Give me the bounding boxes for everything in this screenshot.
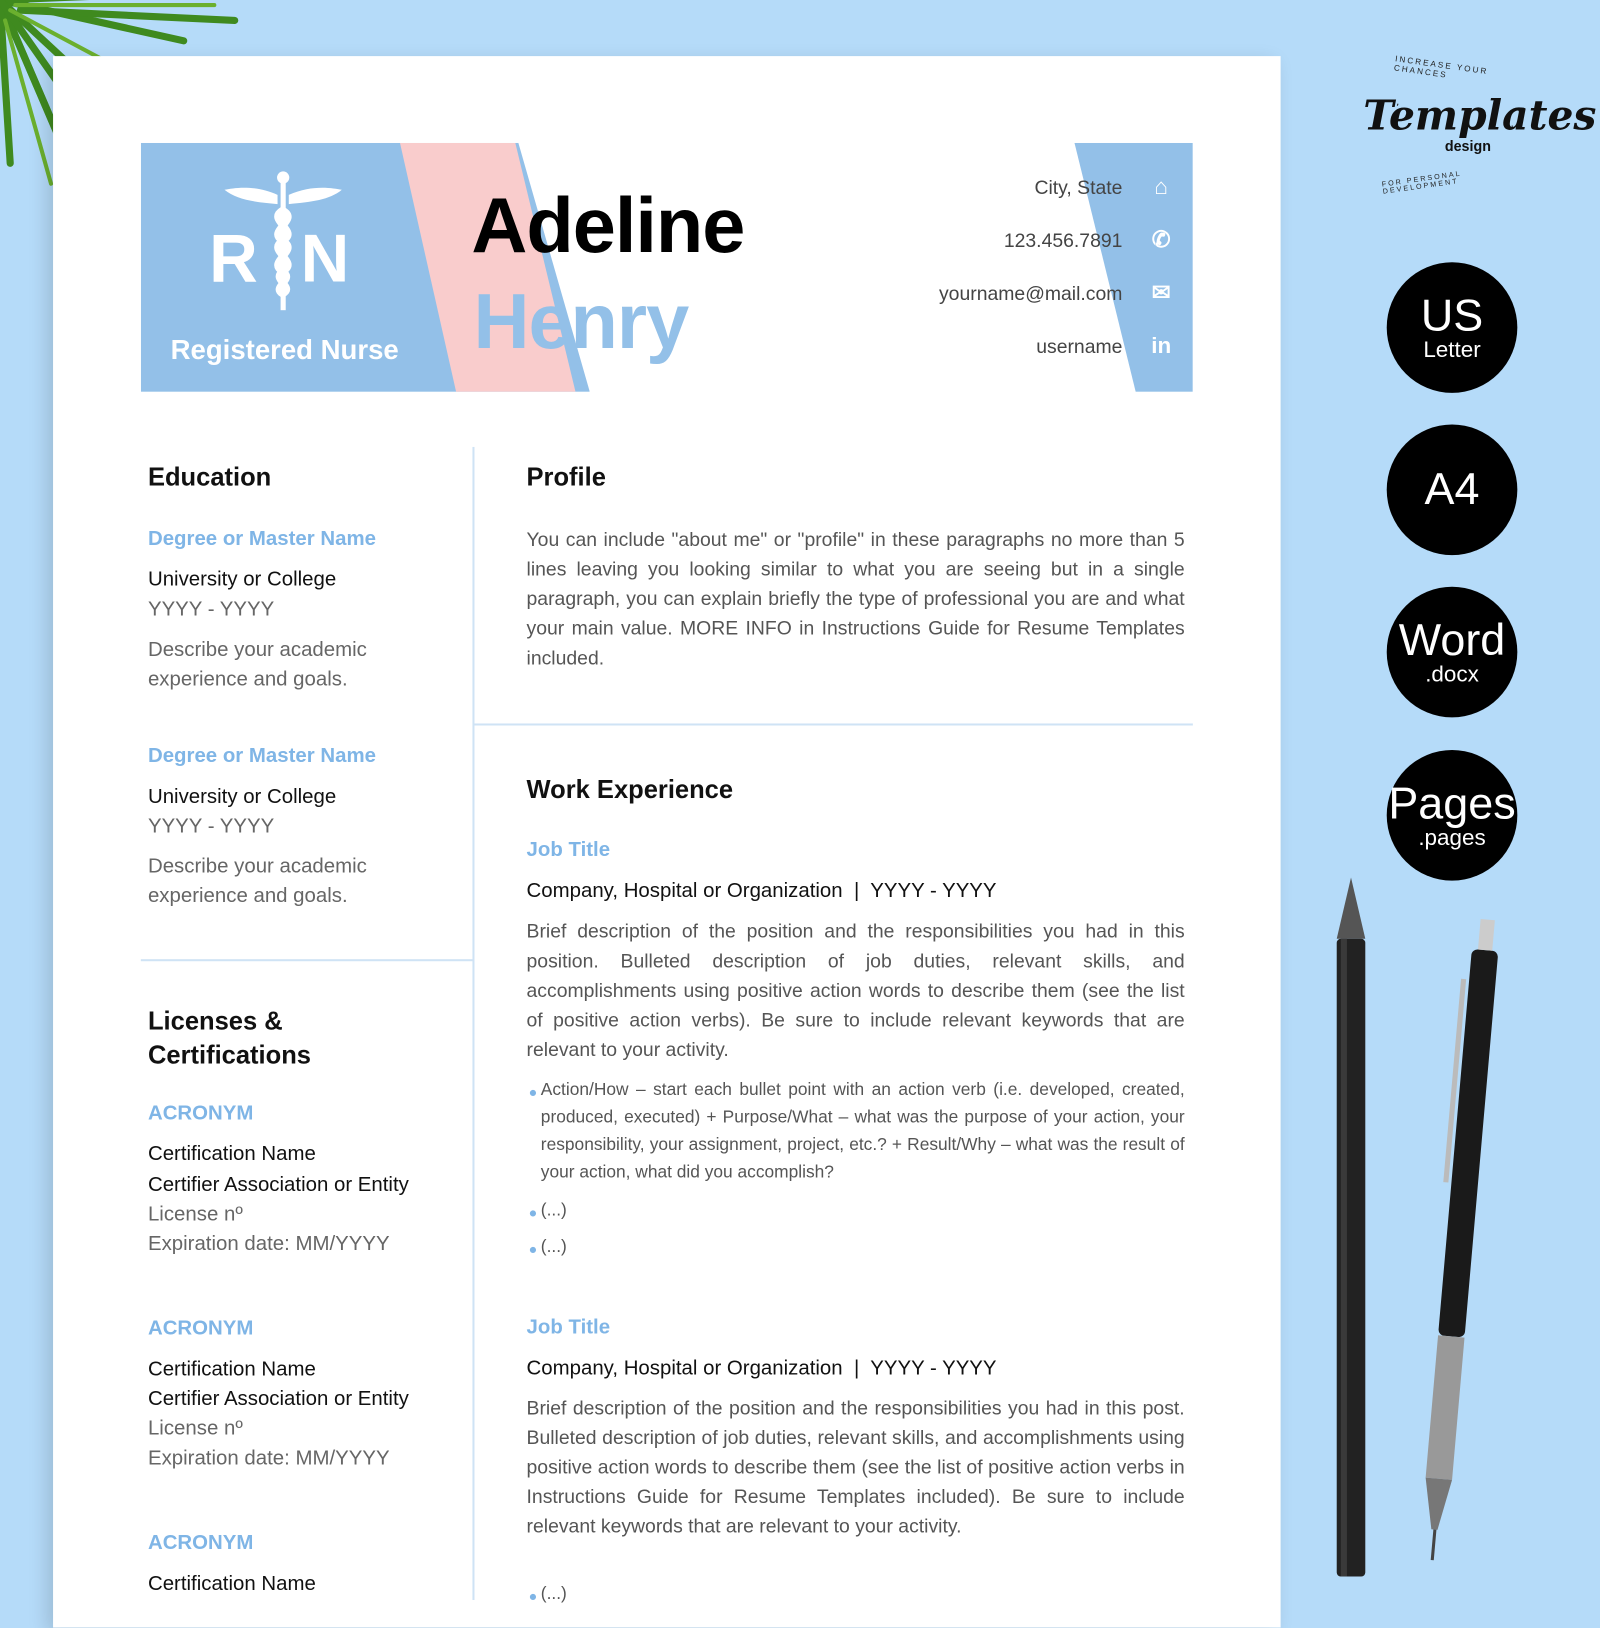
rn-logo: R N	[209, 220, 352, 296]
bullet-dot: ●	[528, 1083, 538, 1100]
job-bullet: Action/How – start each bullet point with an action verb (i.e. developed, created, produced, executed) + Purpose/What – what was the purpose of your action, your responsibility, your assignment, project, etc.? + Result/Why – what was the result of your action, what did you accomplish?	[540, 1079, 1185, 1182]
cert-name: Certification Name	[147, 1572, 316, 1595]
cert-entity: Certifier Association or Entity	[147, 1387, 409, 1411]
badge-pages: Pages .pages	[1387, 750, 1518, 881]
licenses-heading: Certifications	[147, 1040, 311, 1070]
linkedin-icon: in	[1151, 332, 1172, 359]
cert-acronym: ACRONYM	[147, 1317, 254, 1340]
cert-acronym: ACRONYM	[147, 1531, 254, 1555]
first-name: Adeline	[471, 182, 745, 270]
profile-text: You can include "about me" or "profile" in these paragraphs no more than 5 lines leaving you looking similar to what you are seeing but in a single paragraph, you can explain briefly the type of professional you are and what your main value. MORE INFO in Instructions Guide for Resume Templates included.	[526, 529, 1185, 670]
education-desc: experience and goals.	[147, 884, 348, 908]
bullet-dot: ●	[528, 1240, 538, 1258]
badge-us-letter: US Letter	[1387, 262, 1518, 393]
bullet-dot: ●	[528, 1204, 538, 1221]
cert-license: License nº	[147, 1417, 243, 1440]
cert-acronym: ACRONYM	[147, 1102, 254, 1125]
mail-icon: ✉	[1151, 279, 1171, 306]
pencil-and-pen-decoration	[1327, 878, 1531, 1592]
education-desc: Describe your academic	[147, 855, 367, 878]
job-description: Brief description of the position and the responsibilities you had in this post. Bulleted description of job duties, relevant skills, and accomplishments using positive action words to describe them (see the list of positive action verbs in Instructions Guide for Resume Templates included). Be sure to include relevant keywords that are relevant to your activity.	[526, 1397, 1185, 1538]
cert-name: Certification Name	[147, 1142, 316, 1166]
education-heading: Education	[147, 463, 272, 492]
badge-a4: A4	[1387, 424, 1518, 555]
education-years: YYYY - YYYY	[147, 815, 275, 838]
badge-word: Word .docx	[1387, 587, 1518, 718]
section-divider	[474, 723, 1192, 725]
cert-license: License nº	[147, 1203, 243, 1226]
work-heading: Work Experience	[526, 775, 734, 805]
cert-expiry: Expiration date: MM/YYYY	[147, 1446, 390, 1470]
education-years: YYYY - YYYY	[147, 597, 275, 621]
job-description: Brief description of the position and the responsibilities you had in this position. Bulleted description of job duties, relevant skills, and accomplishments using positive action words to describe them (see the list of positive action verbs). Be sure to include relevant keywords that are relevant to your activity.	[526, 921, 1185, 1062]
cert-name: Certification Name	[147, 1358, 316, 1381]
profile-heading: Profile	[526, 463, 606, 492]
job-bullet: (...)	[540, 1583, 567, 1604]
cert-expiry: Expiration date: MM/YYYY	[147, 1232, 390, 1256]
templates-design-logo: Templates design INCREASE YOUR CHANCES FOR PERSONAL DEVELOPMENT	[1363, 54, 1597, 196]
licenses-heading: Licenses &	[147, 1007, 283, 1036]
job-title: Job Title	[526, 838, 611, 862]
job-company: Company, Hospital or Organization | YYYY - YYYY	[526, 1357, 997, 1380]
degree-name: Degree or Master Name	[147, 527, 376, 550]
job-bullet: (...)	[540, 1236, 567, 1257]
job-company: Company, Hospital or Organization | YYYY - YYYY	[526, 879, 997, 903]
degree-name: Degree or Master Name	[147, 744, 376, 768]
caduceus-icon	[224, 169, 341, 312]
contact-email[interactable]: yourname@mail.com	[938, 283, 1123, 306]
school-name: University or College	[147, 568, 337, 591]
phone-icon: ✆	[1151, 226, 1171, 253]
job-title: Job Title	[526, 1316, 611, 1339]
school-name: University or College	[147, 785, 337, 809]
job-role: Registered Nurse	[170, 334, 399, 366]
home-icon: ⌂	[1154, 173, 1168, 199]
contact-location: City, State	[1034, 177, 1123, 199]
last-name: Henry	[473, 278, 689, 366]
contact-linkedin[interactable]: username	[1036, 336, 1123, 359]
job-bullet: (...)	[540, 1199, 567, 1220]
cert-entity: Certifier Association or Entity	[147, 1173, 409, 1196]
contact-phone: 123.456.7891	[1003, 230, 1123, 253]
section-divider	[141, 959, 474, 961]
education-desc: experience and goals.	[147, 668, 348, 691]
education-desc: Describe your academic	[147, 638, 367, 662]
bullet-dot: ●	[528, 1587, 538, 1605]
column-divider	[472, 447, 474, 1600]
